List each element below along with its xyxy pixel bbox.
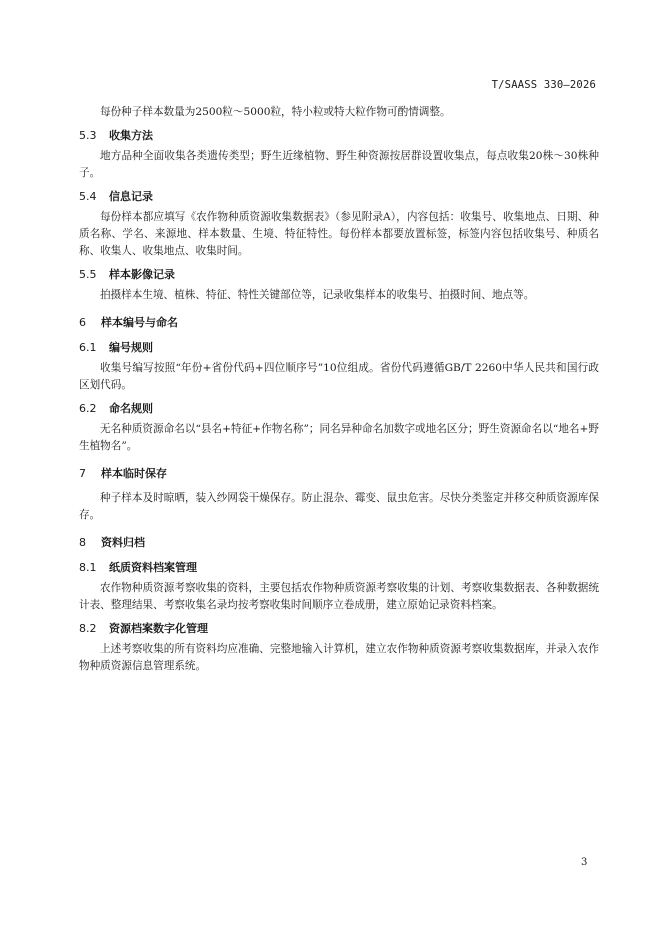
section-number: 8.1 [79, 561, 97, 574]
page-number: 3 [581, 857, 588, 868]
chapter-title: 样本编号与命名 [101, 316, 178, 329]
section-paragraph-6-2: 无名种质资源命名以“县名+特征+作物名称”；同名异种命名加数字或地名区分；野生资源命名以“地名+野生植物名”。 [79, 423, 599, 452]
section-heading-8-1 [79, 559, 599, 576]
section-heading-5-5 [79, 266, 599, 283]
section-heading-6-2 [79, 400, 599, 417]
chapter-number: 8 [79, 536, 86, 549]
section-paragraph-8-2: 上述考察收集的所有资料均应准确、完整地输入计算机，建立农作物种质资源考察收集数据库，并录入农作物种质资源信息管理系统。 [79, 643, 599, 672]
section-title: 命名规则 [109, 402, 153, 415]
section-paragraph-6-1: 收集号编写按照“年份+省份代码+四位顺序号”10位组成。省份代码遵循GB/T 2260中华人民共和国行政区划代码。 [79, 362, 599, 391]
section-heading-6-1 [79, 339, 599, 356]
chapter-title: 资料归档 [101, 536, 145, 549]
page-body [79, 104, 599, 675]
section-paragraph-5-4: 每份样本都应填写《农作物种质资源收集数据表》（参见附录A），内容包括：收集号、收集地点、日期、种质名称、学名、来源地、样本数量、生境、特征特性。每份样本都要放置标签，标签内容包括收集号、种质名称、收集人、收集地点、收集时间。 [79, 211, 599, 257]
section-number: 8.2 [79, 622, 97, 635]
section-paragraph-8-1: 农作物种质资源考察收集的资料，主要包括农作物种质资源考察收集的计划、考察收集数据表、各种数据统计表、整理结果、考察收集名录均按考察收集时间顺序立卷成册，建立原始记录资料档案。 [79, 582, 599, 611]
section-number: 5.4 [79, 190, 97, 203]
chapter-title: 样本临时保存 [101, 467, 167, 480]
section-paragraph-5-5: 拍摄样本生境、植株、特征、特性关键部位等，记录收集样本的收集号、拍摄时间、地点等。 [100, 289, 535, 301]
intro-paragraph: 每份种子样本数量为2500粒～5000粒，特小粒或特大粒作物可酌情调整。 [100, 106, 451, 118]
section-heading-5-4 [79, 188, 599, 205]
section-paragraph-5-3: 地方品种全面收集各类遗传类型；野生近缘植物、野生种资源按居群设置收集点，每点收集20株～30株种子。 [79, 150, 599, 179]
section-number: 6.2 [79, 402, 97, 415]
section-heading-8-2 [79, 620, 599, 637]
standard-code: T/SAASS 330—2026 [491, 79, 596, 91]
section-number: 5.3 [79, 129, 97, 142]
section-number: 5.5 [79, 268, 97, 281]
chapter-heading-6 [79, 314, 599, 331]
section-title: 编号规则 [109, 341, 153, 354]
section-title: 样本影像记录 [109, 268, 175, 281]
section-title: 资源档案数字化管理 [109, 622, 208, 635]
chapter-paragraph-7: 种子样本及时晾晒，装入纱网袋干燥保存。防止混杂、霉变、鼠虫危害。尽快分类鉴定并移交种质资源库保存。 [79, 492, 599, 521]
chapter-number: 6 [79, 316, 86, 329]
chapter-heading-8 [79, 534, 599, 551]
chapter-heading-7 [79, 465, 599, 482]
section-title: 收集方法 [109, 129, 153, 142]
section-title: 信息记录 [109, 190, 153, 203]
section-title: 纸质资料档案管理 [109, 561, 197, 574]
chapter-number: 7 [79, 467, 86, 480]
section-heading-5-3 [79, 127, 599, 144]
section-number: 6.1 [79, 341, 97, 354]
